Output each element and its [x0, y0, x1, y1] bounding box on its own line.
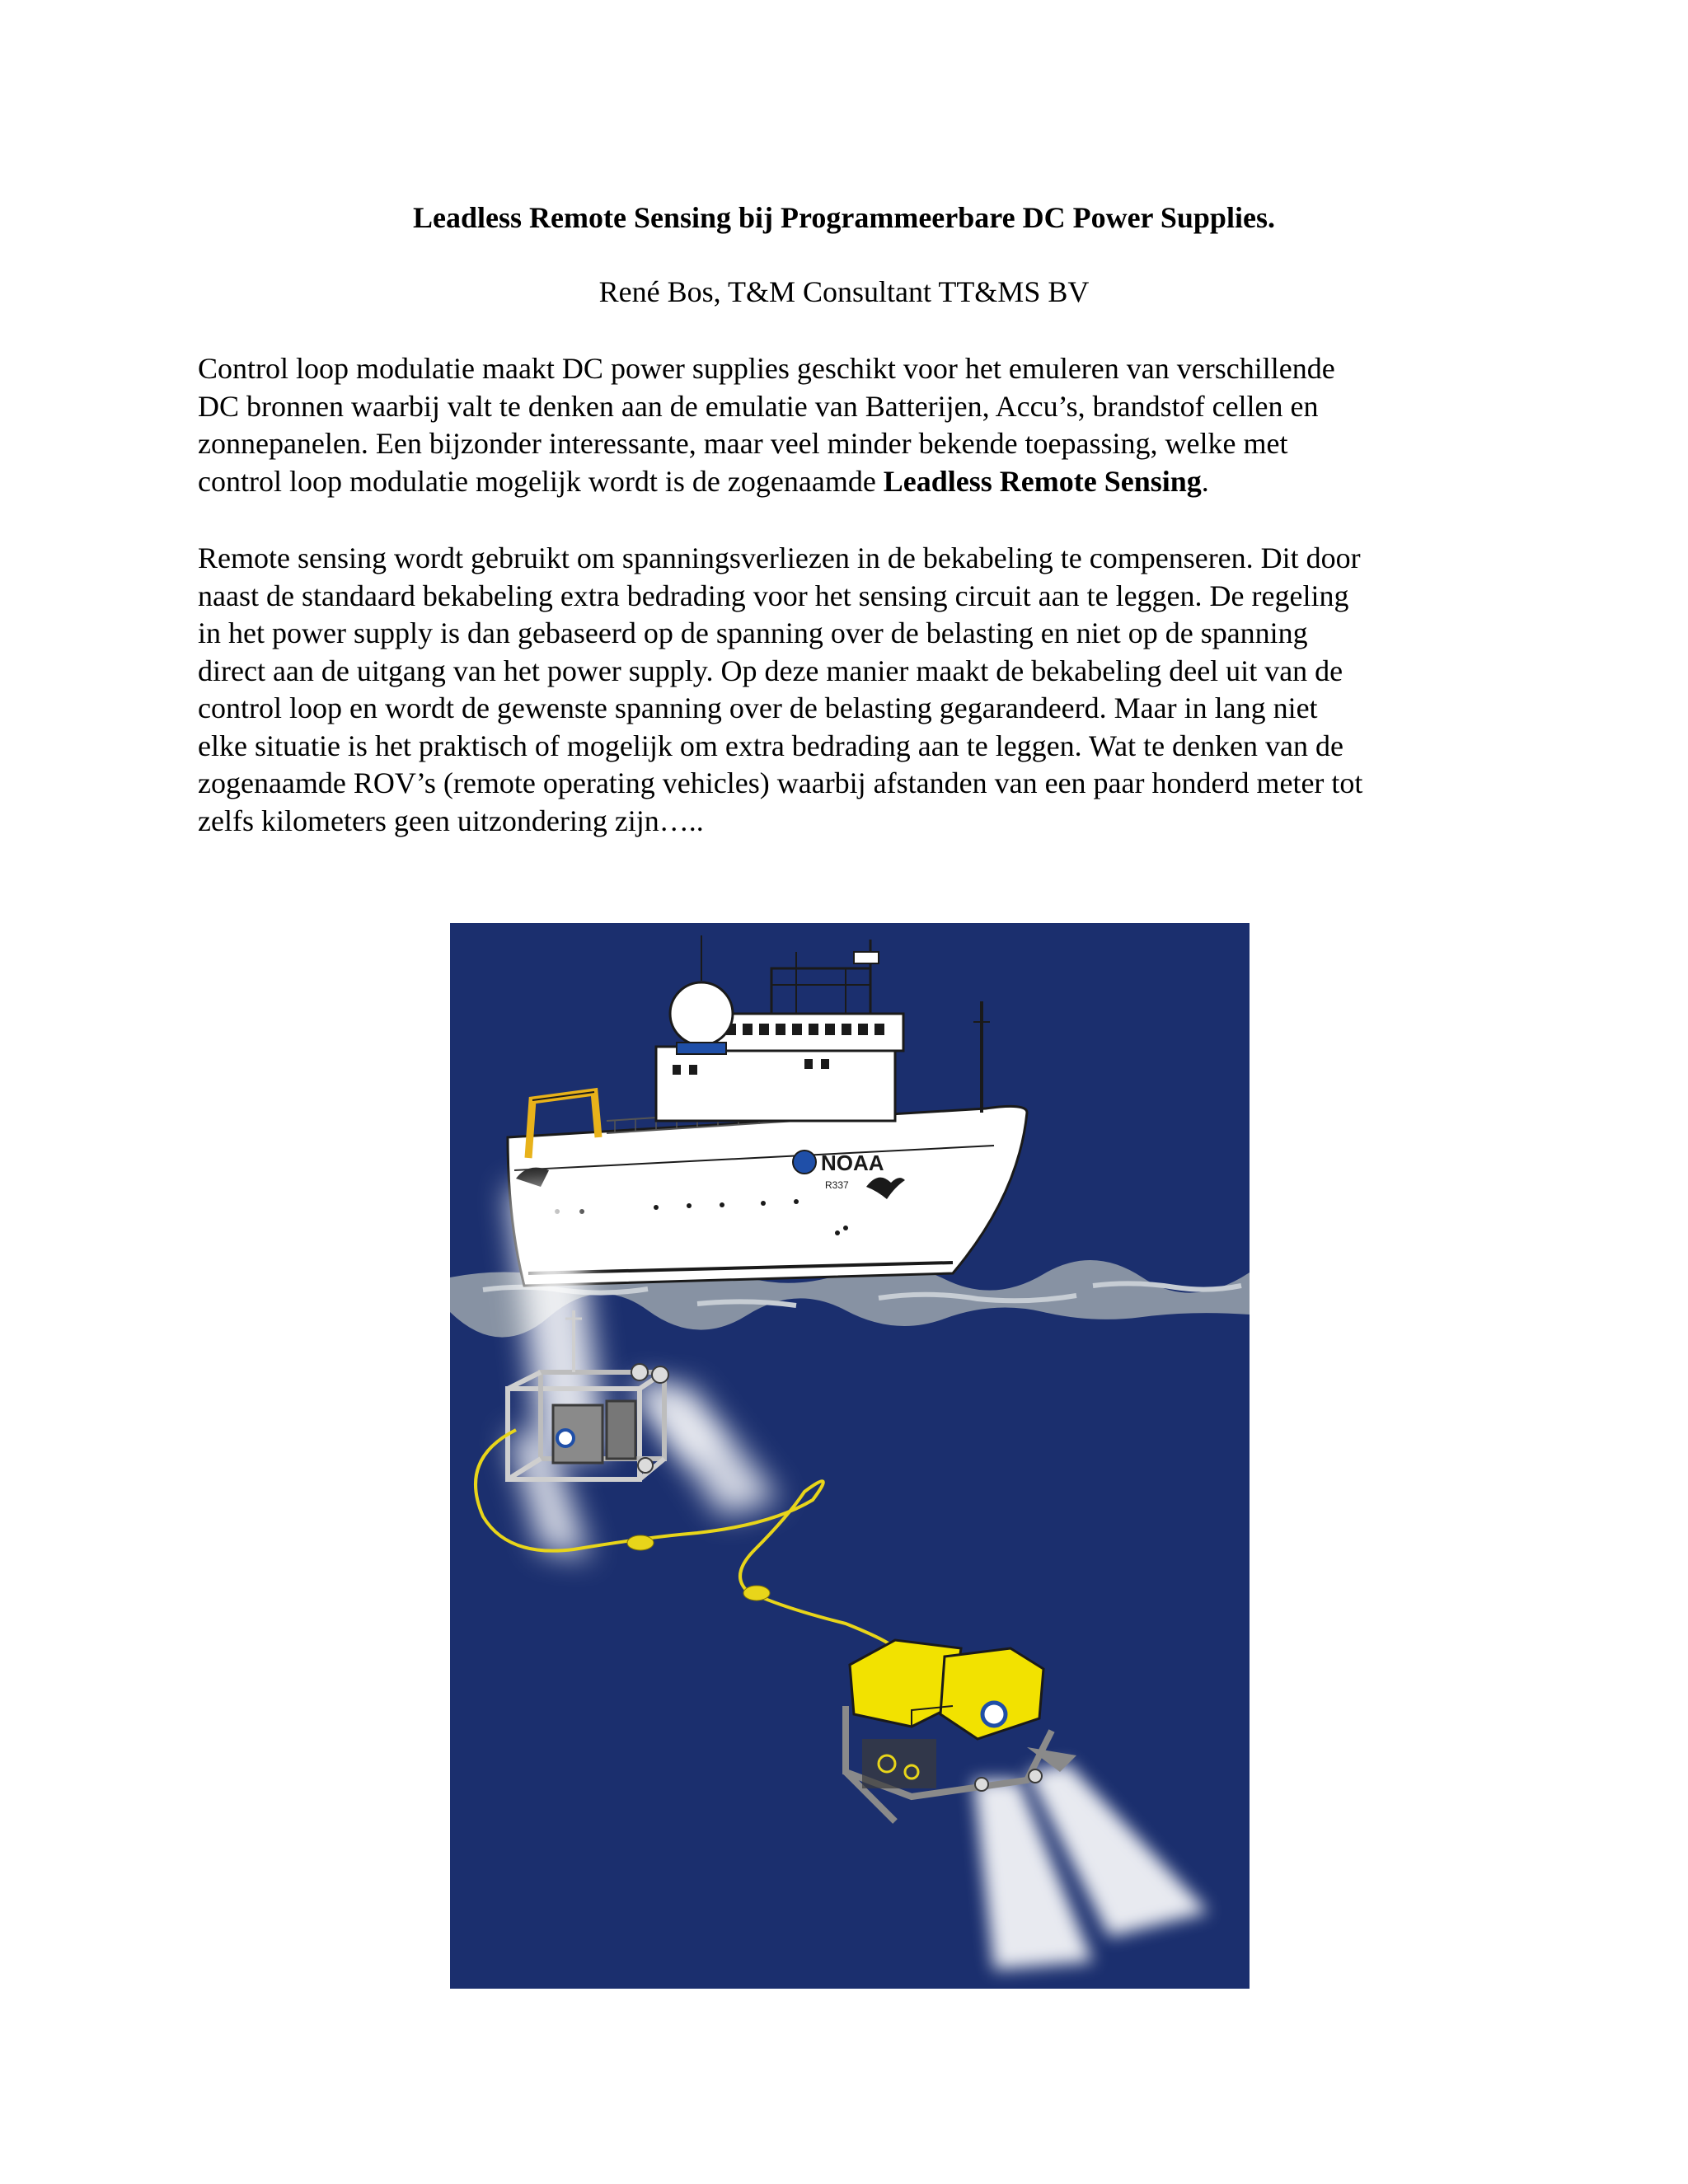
paragraph-line: control loop en wordt de gewenste spanning over de belasting gegarandeerd. Maar in lang niet [198, 691, 1318, 724]
document-title: Leadless Remote Sensing bij Programmeerbare DC Power Supplies. [413, 201, 1275, 234]
radome [670, 982, 733, 1045]
noaa-emblem [793, 1151, 816, 1174]
paragraph-remote-sensing [198, 540, 1517, 840]
paragraph-text: control loop modulatie mogelijk wordt is de zogenaamde [198, 464, 884, 498]
paragraph-line: naast de standaard bekabeling extra bedrading voor het sensing circuit aan te leggen. De regeling [198, 579, 1349, 612]
ship-hull [508, 1106, 1027, 1286]
emphasis-leadless-remote-sensing: Leadless Remote Sensing [883, 464, 1202, 498]
ship-hull-number: R337 [825, 1179, 849, 1191]
paragraph-text: . [1201, 464, 1209, 498]
paragraph-line: Remote sensing wordt gebruikt om spanningsverliezen in de bekabeling te compenseren. Dit door [198, 541, 1361, 574]
paragraph-line [198, 463, 1517, 501]
document-author: René Bos, T&M Consultant TT&MS BV [598, 275, 1090, 308]
ship-logo-text: NOAA [821, 1151, 884, 1175]
ship-rov-illustration [450, 923, 1250, 1989]
paragraph-line: zonnepanelen. Een bijzonder interessante, maar veel minder bekende toepassing, welke met [198, 427, 1288, 460]
noaa-emblem [982, 1703, 1006, 1726]
paragraph-line: DC bronnen waarbij valt te denken aan de emulatie van Batterijen, Accu’s, brandstof cellen en [198, 389, 1319, 423]
ship-superstructure [656, 1047, 895, 1121]
illustration-svg [450, 923, 1250, 1989]
paragraph-intro [198, 350, 1517, 500]
paragraph-line: direct aan de uitgang van het power supply. Op deze manier maakt de bekabeling deel uit van de [198, 654, 1343, 687]
paragraph-line: Control loop modulatie maakt DC power supplies geschikt voor het emuleren van verschillende [198, 352, 1335, 385]
paragraph-line: zogenaamde ROV’s (remote operating vehicles) waarbij afstanden van een paar honderd meter tot [198, 766, 1363, 799]
paragraph-line: zelfs kilometers geen uitzondering zijn….. [198, 804, 704, 837]
paragraph-line: elke situatie is het praktisch of mogelijk om extra bedrading aan te leggen. Wat te denken van de [198, 729, 1343, 762]
paragraph-line: in het power supply is dan gebaseerd op de spanning over de belasting en niet op de spanning [198, 616, 1308, 649]
